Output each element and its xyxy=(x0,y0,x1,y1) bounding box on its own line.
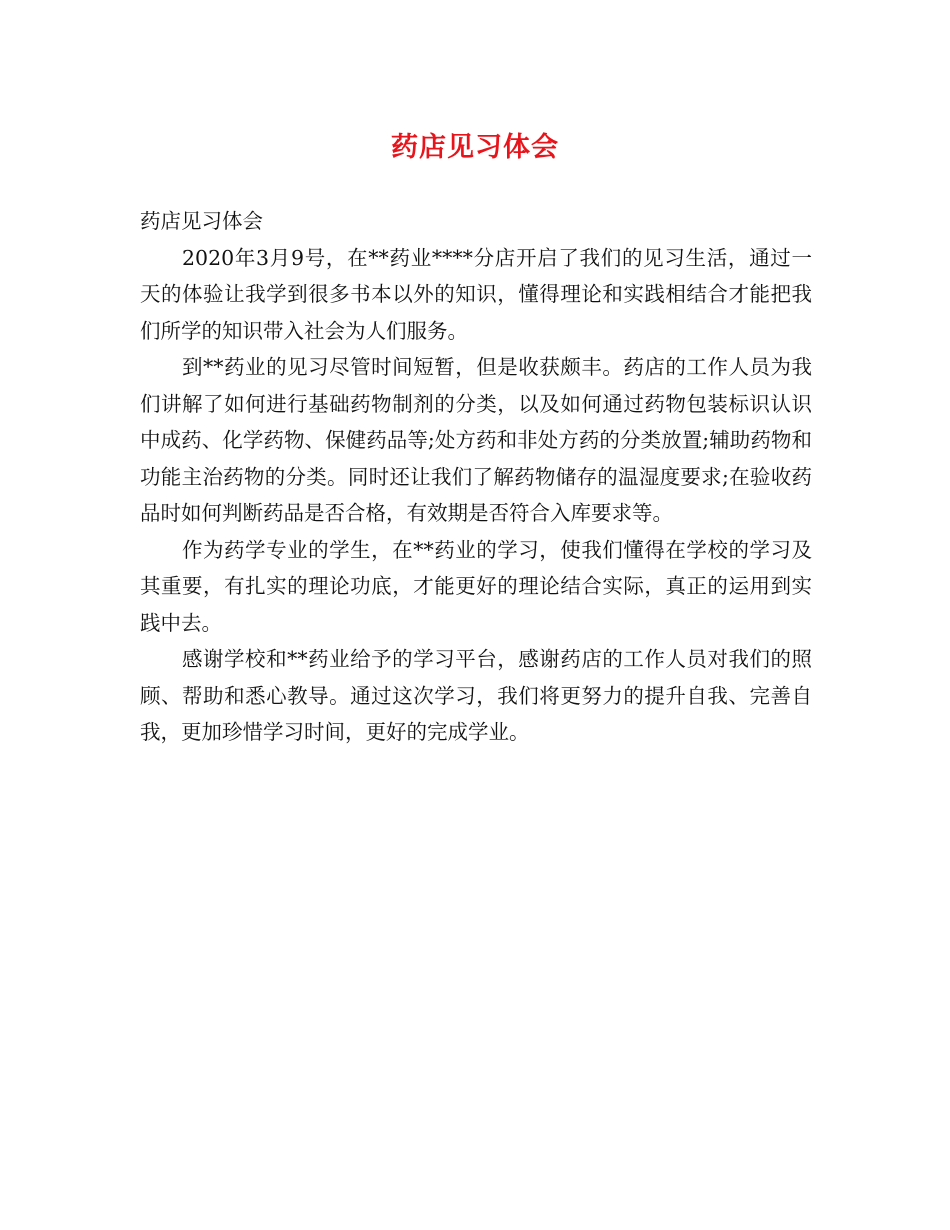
document-body xyxy=(140,203,812,751)
paragraph-2: 到**药业的见习尽管时间短暂，但是收获颇丰。药店的工作人员为我们讲解了如何进行基础药物制剂的分类，以及如何通过药物包装标识认识中成药、化学药物、保健药品等;处方药和非处方药的分类放置;辅助药物和功能主治药物的分类。同时还让我们了解药物储存的温湿度要求;在验收药品时如何判断药品是否合格，有效期是否符合入库要求等。 xyxy=(140,355,812,525)
document-subtitle: 药店见习体会 xyxy=(140,209,263,233)
paragraph-3: 作为药学专业的学生，在**药业的学习，使我们懂得在学校的学习及其重要，有扎实的理论功底，才能更好的理论结合实际，真正的运用到实践中去。 xyxy=(140,537,812,635)
paragraph-1: 2020年3月9号，在**药业****分店开启了我们的见习生活，通过一天的体验让我学到很多书本以外的知识，懂得理论和实践相结合才能把我们所学的知识带入社会为人们服务。 xyxy=(140,245,812,343)
document-title: 药店见习体会 xyxy=(391,132,559,163)
paragraph-4: 感谢学校和**药业给予的学习平台，感谢药店的工作人员对我们的照顾、帮助和悉心教导。通过这次学习，我们将更努力的提升自我、完善自我，更加珍惜学习时间，更好的完成学业。 xyxy=(140,647,812,744)
